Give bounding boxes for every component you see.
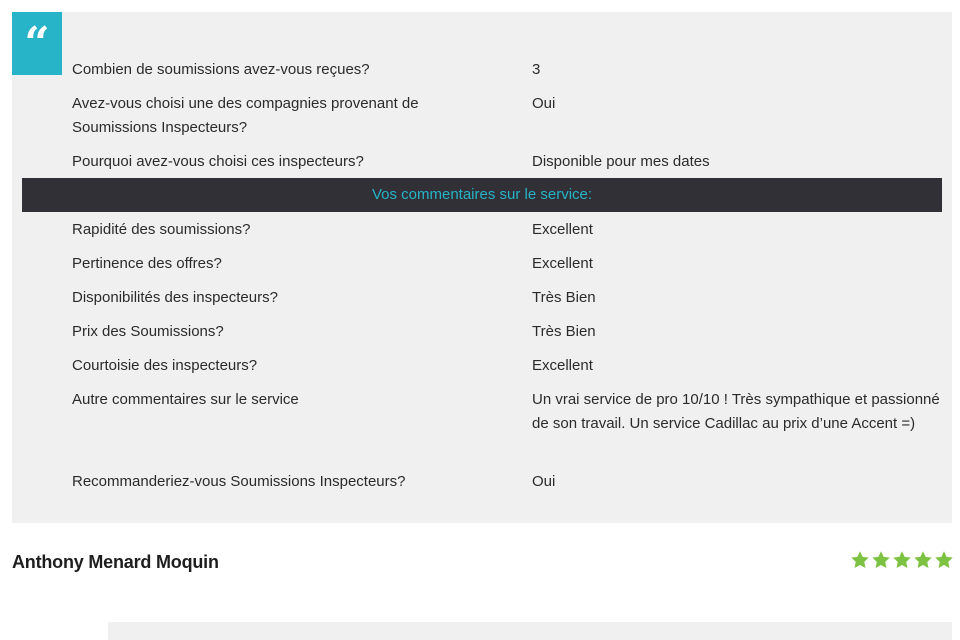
star-icon xyxy=(934,550,954,570)
answer-value: Très Bien xyxy=(532,289,596,306)
question-label: Avez-vous choisi une des compagnies provenant de Soumissions Inspecteurs? xyxy=(72,95,419,136)
answer-value: Excellent xyxy=(532,255,593,272)
question-label: Prix des Soumissions? xyxy=(72,323,224,340)
answer-value: Excellent xyxy=(532,357,593,374)
star-rating xyxy=(850,550,954,572)
question-label: Recommanderiez-vous Soumissions Inspecteurs? xyxy=(72,473,406,490)
answer-value: Oui xyxy=(532,473,556,490)
star-icon xyxy=(892,550,912,570)
question-label: Autre commentaires sur le service xyxy=(72,391,299,408)
question-label: Pourquoi avez-vous choisi ces inspecteurs? xyxy=(72,153,364,170)
answer-value: Disponible pour mes dates xyxy=(532,153,710,170)
question-label: Courtoisie des inspecteurs? xyxy=(72,357,258,374)
answer-value: Excellent xyxy=(532,221,593,238)
answer-value: Très Bien xyxy=(532,323,596,340)
star-icon xyxy=(871,550,891,570)
answer-value: Un vrai service de pro 10/10 ! Très sympathique et passionné de son travail. Un service Cadillac au prix d’une Accent =) xyxy=(532,391,940,432)
question-label: Combien de soumissions avez-vous reçues? xyxy=(72,61,370,78)
answer-value: 3 xyxy=(532,61,541,78)
answer-value: Oui xyxy=(532,95,556,112)
question-label: Disponibilités des inspecteurs? xyxy=(72,289,278,306)
next-review-card xyxy=(108,622,952,640)
section-header: Vos commentaires sur le service: xyxy=(22,178,942,212)
reviewer-name: Anthony Menard Moquin xyxy=(12,552,219,572)
question-label: Pertinence des offres? xyxy=(72,255,222,272)
quote-icon: “ xyxy=(12,12,62,75)
review-card xyxy=(12,12,952,523)
star-icon xyxy=(850,550,870,570)
question-label: Rapidité des soumissions? xyxy=(72,221,251,238)
star-icon xyxy=(913,550,933,570)
